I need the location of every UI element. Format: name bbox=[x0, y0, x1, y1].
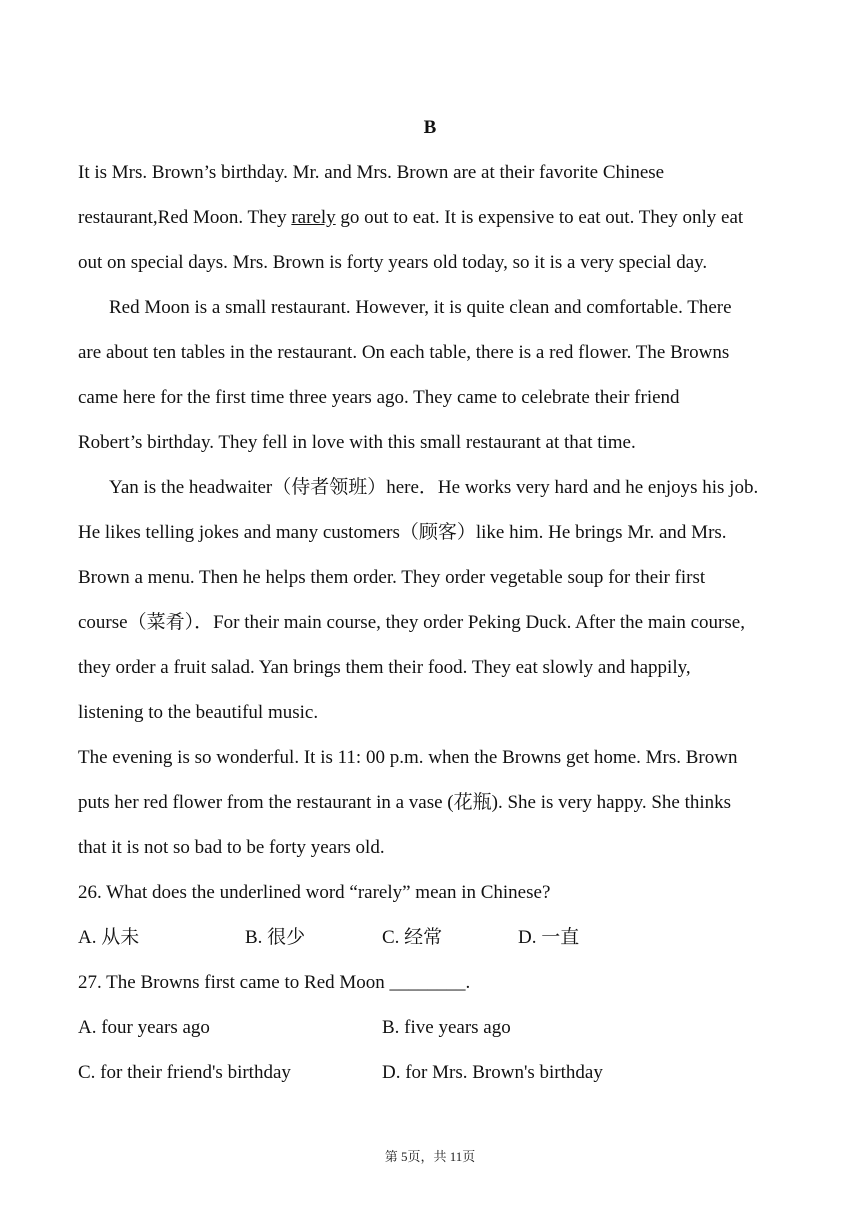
passage-line: Robert’s birthday. They fell in love with this small restaurant at that time. bbox=[78, 432, 636, 453]
passage-line: out on special days. Mrs. Brown is forty years old today, so it is a very special day. bbox=[78, 252, 708, 273]
passage-line: Red Moon is a small restaurant. However, it is quite clean and comfortable. There bbox=[109, 297, 732, 318]
passage-line: It is Mrs. Brown’s birthday. Mr. and Mrs. Brown are at their favorite Chinese bbox=[78, 162, 665, 183]
passage-line: Yan is the headwaiter（侍者领班）here．He works very hard and he enjoys his job. bbox=[109, 477, 759, 498]
passage-line: The evening is so wonderful. It is 11: 00 p.m. when the Browns get home. Mrs. Brown bbox=[78, 747, 738, 768]
passage-body bbox=[78, 150, 788, 1095]
option-d: D. for Mrs. Brown's birthday bbox=[382, 1062, 603, 1083]
question-27-options-row-1 bbox=[78, 1005, 788, 1050]
passage-line: listening to the beautiful music. bbox=[78, 702, 319, 723]
option-a: A. four years ago bbox=[78, 1017, 210, 1038]
passage-text: restaurant,Red Moon. They bbox=[78, 207, 292, 228]
passage-line: they order a fruit salad. Yan brings them their food. They eat slowly and happily, bbox=[78, 657, 691, 678]
underlined-word: rarely bbox=[291, 207, 336, 228]
option-d: D. 一直 bbox=[518, 927, 580, 948]
option-b: B. five years ago bbox=[382, 1017, 511, 1038]
option-b: B. 很少 bbox=[245, 927, 306, 948]
question-26-stem: 26. What does the underlined word “rarely” mean in Chinese? bbox=[78, 882, 551, 903]
option-c: C. 经常 bbox=[382, 927, 443, 948]
question-27-stem: 27. The Browns first came to Red Moon ________. bbox=[78, 972, 471, 993]
passage-text: go out to eat. It is expensive to eat out. They only eat bbox=[335, 207, 744, 228]
passage-line bbox=[78, 195, 788, 240]
passage-line: course（菜肴）．For their main course, they order Peking Duck. After the main course, bbox=[78, 612, 745, 633]
question-26-options bbox=[78, 915, 788, 960]
option-a: A. 从未 bbox=[78, 927, 140, 948]
passage-line: came here for the first time three years ago. They came to celebrate their friend bbox=[78, 387, 680, 408]
passage-line: puts her red flower from the restaurant in a vase (花瓶). She is very happy. She thinks bbox=[78, 792, 732, 813]
passage-line: Brown a menu. Then he helps them order. They order vegetable soup for their first bbox=[78, 567, 706, 588]
passage-line: that it is not so bad to be forty years old. bbox=[78, 837, 385, 858]
passage-line: are about ten tables in the restaurant. On each table, there is a red flower. The Browns bbox=[78, 342, 730, 363]
page-number: 第 5页，共 11页 bbox=[384, 1149, 476, 1164]
section-title: B bbox=[423, 117, 437, 138]
question-27-options-row-2 bbox=[78, 1050, 788, 1095]
passage-line: He likes telling jokes and many customers（顾客）like him. He brings Mr. and Mrs. bbox=[78, 522, 727, 543]
option-c: C. for their friend's birthday bbox=[78, 1062, 291, 1083]
